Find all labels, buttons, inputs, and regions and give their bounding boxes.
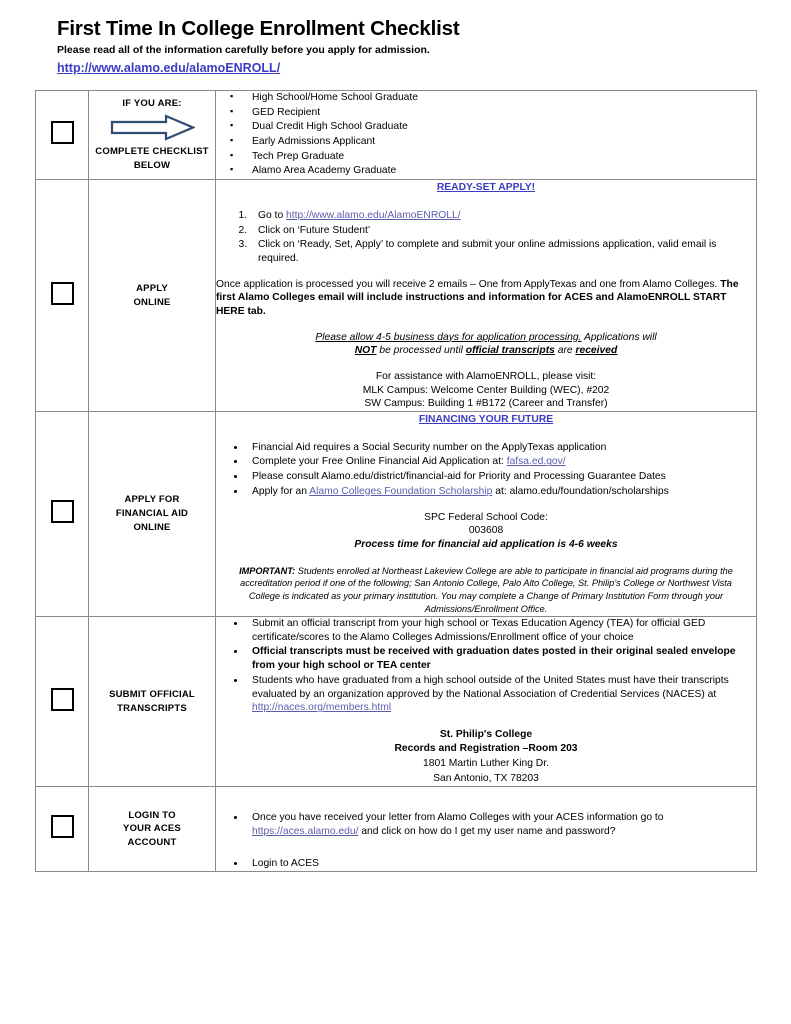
list-item: ▪ Dual Credit High School Graduate [230,120,756,134]
checkbox-apply-online[interactable] [51,282,74,305]
list-item [246,455,756,469]
important-text: Students enrolled at Northeast Lakeview College are able to participate in financial aid programs during the accreditation period if one of the following; San Antonio College, Palo Alto College, St. Philip’s College or Northwest Vista College is indicated as your primary institution. You may complete a Change of Primary Institution Form through your Admissions/Enrollment Office. [240,565,733,615]
checkbox-cell-apply-online[interactable] [36,180,89,412]
list-item: ▪ Alamo Area Academy Graduate [230,164,756,178]
checkbox-financial-aid[interactable] [51,500,74,523]
checkbox-cell-financial-aid[interactable] [36,412,89,617]
table-row-if-you-are [36,91,757,180]
scholarship-suffix: at: alamo.edu/foundation/scholarships [492,485,669,497]
label-cell-transcripts [89,617,216,787]
school-code-block [216,511,756,552]
addr-line1: St. Philip's College [439,728,533,740]
aces-suffix: and click on how do I get my user name and password? [358,826,616,837]
naces-prefix: Students who have graduated from a high school outside of the United States must have their transcripts evaluated by an organization approved by the National Association of Credential Services (NACES) at [252,674,729,700]
body-cell-financial-aid [216,412,757,617]
if-you-are-caption: IF YOU ARE: [122,97,182,109]
table-row-apply-online [36,180,757,412]
list-item: ▪ High School/Home School Graduate [230,91,756,105]
important-label: IMPORTANT: [239,565,296,576]
addr-line3: 1801 Martin Luther King Dr. [423,758,549,770]
notice-line2-d: are [554,345,576,357]
complete-checklist-caption [89,145,215,173]
label-cell-financial-aid [89,412,216,617]
notice-official-transcripts: official transcripts [465,345,555,357]
complete-checklist-line2: BELOW [133,159,171,171]
school-code-label: SPC Federal School Code: [424,511,548,523]
spc-address-block [216,728,756,786]
list-item [250,209,756,223]
checkbox-cell-aces[interactable] [36,787,89,872]
list-item: • Login to ACES [246,857,756,871]
list-item: • Official transcripts must be received with graduation dates posted in their original sealed envelope from your high school or TEA center [246,645,756,672]
addr-line2: Records and Registration –Room 203 [394,743,578,755]
list-item: 3. Click on ‘Ready, Set, Apply’ to complete and submit your online admissions application, valid email is required. [250,238,756,265]
enrollment-checklist-table [35,90,757,872]
list-item: • Financial Aid requires a Social Security number on the ApplyTexas application [246,441,756,455]
checkbox-cell-if-you-are[interactable] [36,91,89,180]
transcripts-label-line2: TRANSCRIPTS [117,702,187,714]
checkbox-cell-transcripts[interactable] [36,617,89,787]
checkbox-if-you-are[interactable] [51,121,74,144]
list-item: • Please consult Alamo.edu/district/financial-aid for Priority and Processing Guarantee Dates [246,470,756,484]
financial-aid-label-line1: APPLY FOR [124,494,180,506]
notice-received: received [575,345,618,357]
list-item: 2. Click on ‘Future Student’ [250,224,756,238]
apply-online-paragraph [216,278,756,319]
important-note [226,565,746,617]
apply-steps-list [216,209,756,266]
table-row-transcripts [36,617,757,787]
notice-line1-b: Applications will [581,331,657,343]
list-item [246,674,756,715]
list-item [246,485,756,499]
fafsa-link[interactable]: fafsa.ed.gov/ [506,456,566,468]
financial-aid-label-line2: FINANCIAL AID [115,508,189,520]
alamo-enroll-step-link[interactable]: http://www.alamo.edu/AlamoENROLL/ [286,209,461,221]
list-item: • Submit an official transcript from your high school or Texas Education Agency (TEA) for official GED certificate/scores to the Alamo Colleges Admissions/Enrollment office of your choice [246,617,756,644]
list-item: ▪ Tech Prep Graduate [230,150,756,164]
body-cell-transcripts [216,617,757,787]
apply-para-normal: Once application is processed you will receive 2 emails – One from ApplyTexas and one from Alamo Colleges. [216,278,721,290]
step1-prefix: Go to [258,209,287,221]
aces-prefix: Once you have received your letter from Alamo Colleges with your ACES information go to [252,812,664,824]
financial-aid-label-line3: ONLINE [133,521,171,533]
aces-label-line3: ACCOUNT [127,837,177,849]
checkbox-transcripts[interactable] [51,688,74,711]
financial-aid-list [216,441,756,499]
assist-line3: SW Campus: Building 1 #B172 (Career and Transfer) [364,398,608,410]
table-row-aces-login [36,787,757,872]
apply-online-label-line2: ONLINE [133,296,171,308]
aces-list [216,811,756,870]
aces-portal-link[interactable]: https://aces.alamo.edu/ [252,826,359,837]
processing-notice [216,331,756,358]
assist-line2: MLK Campus: Welcome Center Building (WEC), #202 [362,384,610,396]
fafsa-prefix: Complete your Free Online Financial Aid Application at: [252,456,507,468]
naces-members-link[interactable]: http://naces.org/members.html [252,702,392,714]
assist-line1: For assistance with AlamoENROLL, please visit: [375,371,597,382]
table-row-financial-aid [36,412,757,617]
right-arrow-icon [110,114,195,141]
eligibility-list [216,91,756,178]
page-title: First Time In College Enrollment Checklist [57,17,460,40]
scholarship-prefix: Apply for an [252,485,310,497]
list-item [246,811,756,838]
document-header [57,17,757,77]
label-cell-aces [89,787,216,872]
complete-checklist-line1: COMPLETE CHECKLIST [95,145,209,157]
process-time-text: Process time for financial aid application is 4-6 weeks [354,538,618,550]
list-item: ▪ Early Admissions Applicant [230,135,756,149]
foundation-scholarship-link[interactable]: Alamo Colleges Foundation Scholarship [309,485,493,497]
alamo-enroll-link[interactable]: http://www.alamo.edu/alamoENROLL/ [57,61,281,76]
checkbox-aces[interactable] [51,815,74,838]
financing-your-future-heading: FINANCING YOUR FUTURE [418,414,554,426]
apply-para-bold: The first Alamo Colleges email will include instructions and information for ACES and AlamoENROLL START HERE tab. [216,278,739,317]
assistance-block [216,370,756,411]
label-cell-if-you-are [89,91,216,180]
body-cell-aces [216,787,757,872]
aces-label-line1: LOGIN TO [128,809,176,821]
addr-line4: San Antonio, TX 78203 [433,772,539,784]
page-subtitle: Please read all of the information carefully before you apply for admission. [57,43,430,56]
list-item: ▪ GED Recipient [230,106,756,120]
notice-line2-b: be processed until [376,345,466,357]
transcripts-list [216,617,756,715]
body-cell-apply-online [216,180,757,412]
notice-not: NOT [354,345,377,357]
apply-online-label-line1: APPLY [136,282,168,294]
body-cell-if-you-are [216,91,757,180]
notice-line1-a: Please allow 4-5 business days for application processing. [315,331,582,343]
ready-set-apply-heading: READY-SET APPLY! [436,182,536,194]
transcripts-label-line1: SUBMIT OFFICIAL [109,688,195,700]
school-code-value: 003608 [468,525,504,537]
label-cell-apply-online [89,180,216,412]
aces-label-line2: YOUR ACES [123,823,181,835]
